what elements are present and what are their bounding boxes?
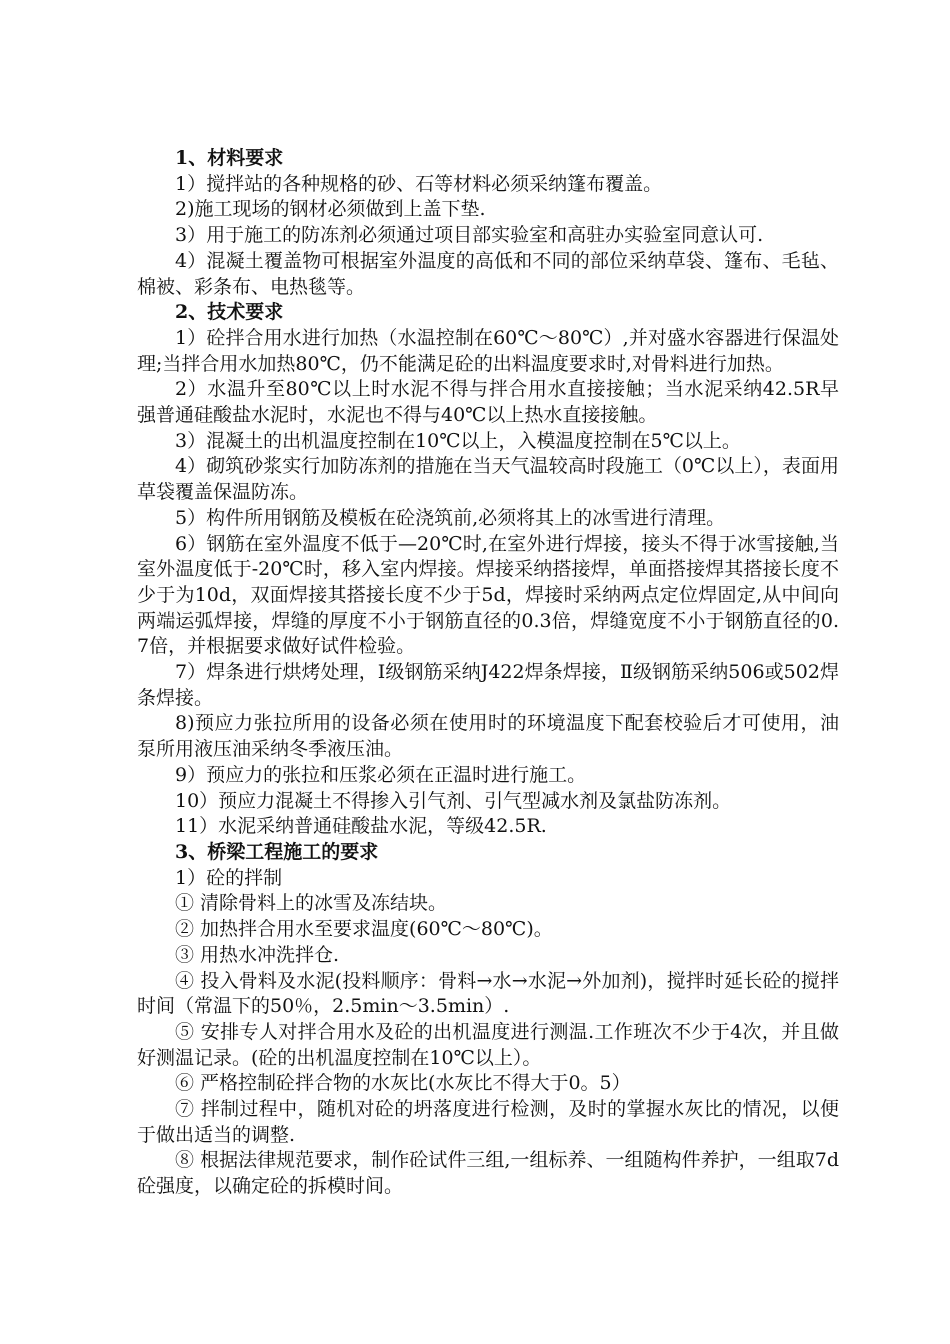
paragraph: 4）砌筑砂浆实行加防冻剂的措施在当天气温较高时段施工（0℃以上），表面用草袋覆盖保温防冻。: [137, 455, 839, 504]
document-body: [137, 146, 839, 1200]
paragraph: 3）用于施工的防冻剂必须通过项目部实验室和高驻办实验室同意认可.: [175, 224, 764, 247]
paragraph: 3）混凝土的出机温度控制在10℃以上，入模温度控制在5℃以上。: [175, 429, 741, 452]
paragraph: 11）水泥采纳普通硅酸盐水泥，等级42.5R.: [175, 815, 547, 838]
paragraph: ① 清除骨料上的冰雪及冻结块。: [175, 892, 448, 915]
paragraph: ⑤ 安排专人对拌合用水及砼的出机温度进行测温.工作班次不少于4次，并且做好测温记录。(砼的出机温度控制在10℃以上）。: [137, 1020, 839, 1069]
paragraph: 5）构件所用钢筋及模板在砼浇筑前,必须将其上的冰雪进行清理。: [175, 506, 726, 529]
paragraph: 8)预应力张拉所用的设备必须在使用时的环境温度下配套校验后才可使用，油泵所用液压油采纳冬季液压油。: [137, 712, 839, 761]
paragraph: ⑦ 拌制过程中，随机对砼的坍落度进行检测，及时的掌握水灰比的情况，以便于做出适当的调整.: [137, 1098, 839, 1146]
paragraph: 6）钢筋在室外温度不低于—20℃时,在室外进行焊接，接头不得于冰雪接触,当室外温度低于-20℃时，移入室内焊接。焊接采纳搭接焊，单面搭接焊其搭接长度不少于为10d，双面焊接其搭接长度不少于5d，焊接时采纳两点定位焊固定,从中间向两端运弧焊接，焊缝的厚度不小于钢筋直径的0.3倍，焊缝宽度不小于钢筋直径的0.7倍，并根据要求做好试件检验。: [137, 532, 839, 658]
paragraph: 2）水温升至80℃以上时水泥不得与拌合用水直接接触；当水泥采纳42.5R早强普通硅酸盐水泥时，水泥也不得与40℃以上热水直接接触。: [137, 378, 839, 427]
paragraph: 1）砼拌合用水进行加热（水温控制在60℃～80℃）,并对盛水容器进行保温处理;当拌合用水加热80℃，仍不能满足砼的出料温度要求时,对骨料进行加热。: [137, 326, 839, 375]
section-heading-materials: 1、材料要求: [175, 147, 284, 169]
paragraph: 9）预应力的张拉和压浆必须在正温时进行施工。: [175, 763, 587, 786]
paragraph: ② 加热拌合用水至要求温度(60℃～80℃)。: [175, 918, 553, 941]
paragraph: 7）焊条进行烘烤处理，Ⅰ级钢筋采纳J422焊条焊接，Ⅱ级钢筋采纳506或502焊条焊接。: [137, 661, 839, 709]
paragraph: 10）预应力混凝土不得掺入引气剂、引气型减水剂及氯盐防冻剂。: [175, 789, 732, 812]
paragraph: 4）混凝土覆盖物可根据室外温度的高低和不同的部位采纳草袋、篷布、毛毡、棉被、彩条布、电热毯等。: [137, 249, 839, 298]
paragraph: 2)施工现场的钢材必须做到上盖下垫.: [175, 198, 486, 221]
paragraph: ⑥ 严格控制砼拌合物的水灰比(水灰比不得大于0。5）: [175, 1072, 631, 1095]
section-heading-bridge: 3、桥梁工程施工的要求: [175, 840, 379, 863]
paragraph: ④ 投入骨料及水泥(投料顺序：骨料→水→水泥→外加剂)，搅拌时延长砼的搅拌时间（常温下的50％，2.5min～3.5min）.: [137, 969, 839, 1018]
paragraph: ③ 用热水冲洗拌仓.: [175, 943, 340, 966]
paragraph: 1）砼的拌制: [175, 866, 283, 889]
section-heading-technical: 2、技术要求: [175, 301, 284, 324]
paragraph: ⑧ 根据法律规范要求，制作砼试件三组,一组标养、一组随构件养护，一组取7d砼强度，以确定砼的拆模时间。: [137, 1149, 839, 1198]
paragraph: 1）搅拌站的各种规格的砂、石等材料必须采纳篷布覆盖。: [175, 172, 663, 195]
